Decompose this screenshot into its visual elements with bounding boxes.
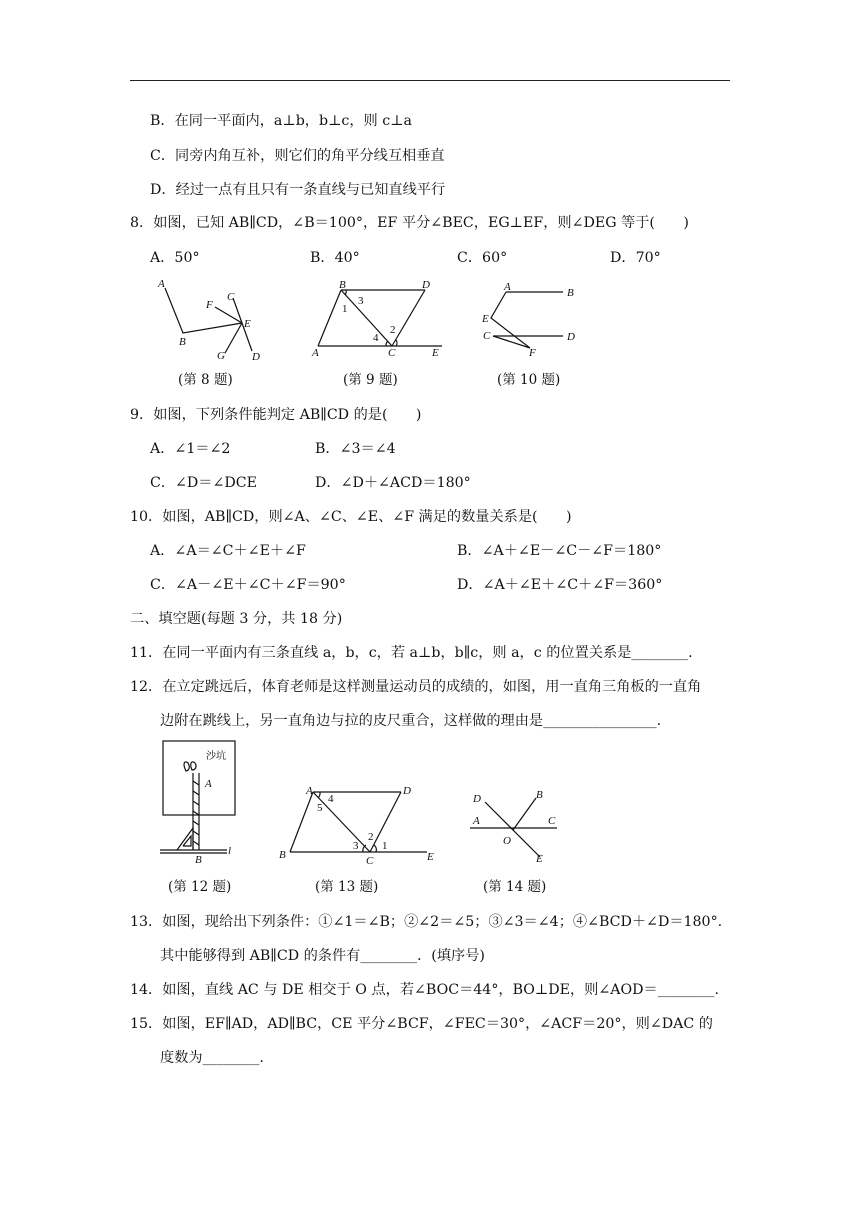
f8-label-d: D — [252, 351, 260, 363]
f13-label-d: D — [403, 785, 411, 797]
f13-label-e: E — [427, 851, 434, 863]
question-15-line-2: 度数为________. — [160, 1050, 264, 1066]
q7-option-d: D．经过一点有且只有一条直线与已知直线平行 — [150, 182, 446, 198]
f14-label-e: E — [536, 853, 543, 865]
figure-9 — [310, 278, 450, 362]
f9-angle-2: 2 — [390, 324, 396, 336]
f10-label-e: E — [482, 313, 489, 325]
f14-label-d: D — [473, 793, 481, 805]
f10-label-d: D — [567, 331, 575, 343]
f12-footprint-left — [184, 762, 189, 771]
figure-10 — [478, 278, 588, 362]
f13-line-ac — [313, 792, 370, 852]
figure-12 — [155, 733, 245, 866]
f13-angle-2: 2 — [368, 831, 374, 843]
figure-13 — [275, 780, 445, 870]
f10-label-b: B — [567, 287, 574, 299]
f10-label-a: A — [504, 281, 511, 293]
caption-figure-9: (第 9 题) — [343, 372, 398, 388]
f9-arc-c2 — [396, 340, 397, 346]
f8-label-f: F — [206, 299, 213, 311]
f13-label-a: A — [306, 785, 313, 797]
q10-option-d: D．∠A＋∠E＋∠C＋∠F＝360° — [457, 577, 663, 593]
f8-label-e: E — [244, 318, 251, 330]
f13-arc-c — [363, 845, 366, 852]
f9-label-b: B — [339, 279, 346, 291]
f12-tape-marks — [193, 781, 199, 845]
q9-option-c: C．∠D＝∠DCE — [150, 475, 257, 491]
f8-ray-ef — [215, 307, 242, 323]
q10-option-c: C．∠A－∠E＋∠C＋∠F＝90° — [150, 577, 346, 593]
q10-option-b: B．∠A＋∠E－∠C－∠F＝180° — [457, 543, 662, 559]
q9-option-d: D．∠D＋∠ACD＝180° — [315, 475, 471, 491]
f12-label-b: B — [195, 854, 202, 866]
section-2-title: 二、填空题(每题 3 分，共 18 分) — [130, 611, 343, 627]
question-12-line-1: 12．在立定跳远后，体育老师是这样测量运动员的成绩的，如图，用一直角三角板的一直角 — [130, 679, 702, 695]
f14-line-de — [485, 802, 540, 857]
f14-label-a: A — [473, 815, 480, 827]
f14-label-o: O — [503, 835, 511, 847]
q9-option-a: A．∠1＝∠2 — [150, 441, 231, 457]
f8-label-a: A — [158, 278, 165, 290]
figure-8 — [155, 278, 265, 362]
f14-ray-ob — [513, 798, 536, 830]
caption-figure-14: (第 14 题) — [483, 879, 547, 895]
f9-line-bc — [341, 290, 392, 346]
f10-label-c: C — [483, 330, 491, 342]
f13-label-c: C — [366, 855, 374, 867]
f13-arc-c2 — [374, 845, 376, 852]
f8-label-c: C — [227, 291, 235, 303]
question-10: 10．如图，AB∥CD，则∠A、∠C、∠E、∠F 满足的数量关系是( ) — [130, 509, 572, 525]
f9-arc-c — [386, 341, 388, 346]
q8-option-a: A．50° — [150, 250, 200, 266]
f8-ray-eg — [225, 323, 242, 353]
f13-angle-1: 1 — [382, 840, 388, 852]
f9-angle-3: 3 — [358, 295, 364, 307]
f9-angle-1: 1 — [342, 303, 348, 315]
f12-label-l: l — [228, 845, 232, 857]
q10-option-a: A．∠A＝∠C＋∠E＋∠F — [150, 543, 306, 559]
f9-angle-4: 4 — [373, 332, 379, 344]
header-rule — [130, 80, 730, 81]
question-9: 9．如图，下列条件能判定 AB∥CD 的是( ) — [130, 407, 422, 423]
q7-option-b: B．在同一平面内，a⊥b，b⊥c，则 c⊥a — [150, 113, 412, 129]
question-11: 11．在同一平面内有三条直线 a，b，c，若 a⊥b，b∥c，则 a，c 的位置关系是________. — [130, 645, 693, 661]
f14-label-b: B — [536, 789, 543, 801]
f12-label-a: A — [205, 778, 212, 790]
f8-label-b: B — [179, 336, 186, 348]
question-13-line-2: 其中能够得到 AB∥CD 的条件有________．(填序号) — [160, 948, 485, 964]
f10-label-f: F — [529, 347, 536, 359]
f14-label-c: C — [548, 815, 556, 827]
f9-label-e: E — [432, 347, 439, 359]
f13-angle-3: 3 — [353, 840, 359, 852]
question-15-line-1: 15．如图，EF∥AD，AD∥BC，CE 平分∠BCF，∠FEC＝30°，∠ACF＝20°，则∠DAC 的 — [130, 1016, 713, 1032]
f13-angle-4: 4 — [328, 793, 334, 805]
f12-label-pit: 沙坑 — [206, 751, 226, 762]
f8-ray-ec — [233, 298, 242, 323]
caption-figure-8: (第 8 题) — [178, 372, 233, 388]
f9-label-c: C — [388, 347, 396, 359]
f9-label-a: A — [312, 347, 319, 359]
figure-14 — [465, 780, 565, 870]
f9-line-dc — [392, 290, 425, 346]
q8-option-d: D．70° — [610, 250, 661, 266]
caption-figure-12: (第 12 题) — [168, 879, 232, 895]
f10-path-aefc — [491, 292, 530, 348]
question-12-line-2: 边附在跳线上，另一直角边与拉的皮尺重合，这样做的理由是________________. — [160, 713, 662, 729]
caption-figure-13: (第 13 题) — [315, 879, 379, 895]
caption-figure-10: (第 10 题) — [497, 372, 561, 388]
f13-label-b: B — [279, 849, 286, 861]
f9-label-d: D — [422, 279, 430, 291]
f8-label-g: G — [217, 350, 225, 362]
q9-option-b: B．∠3＝∠4 — [315, 441, 396, 457]
question-13-line-1: 13．如图，现给出下列条件：①∠1＝∠B；②∠2＝∠5；③∠3＝∠4；④∠BCD＋∠D＝180°. — [130, 914, 723, 930]
f13-arc-a — [318, 792, 320, 798]
q7-option-c: C．同旁内角互补，则它们的角平分线互相垂直 — [150, 148, 445, 164]
question-14: 14．如图，直线 AC 与 DE 相交于 O 点，若∠BOC＝44°，BO⊥DE，则∠AOD＝________. — [130, 982, 719, 998]
f13-line-ab — [290, 792, 313, 852]
q8-option-b: B．40° — [310, 250, 360, 266]
q8-option-c: C．60° — [457, 250, 508, 266]
f12-footprint-right — [191, 762, 196, 770]
f13-angle-5: 5 — [317, 802, 323, 814]
f9-line-ba — [318, 290, 341, 346]
question-8: 8．如图，已知 AB∥CD，∠B＝100°，EF 平分∠BEC，EG⊥EF，则∠DEG 等于( ) — [130, 215, 689, 231]
